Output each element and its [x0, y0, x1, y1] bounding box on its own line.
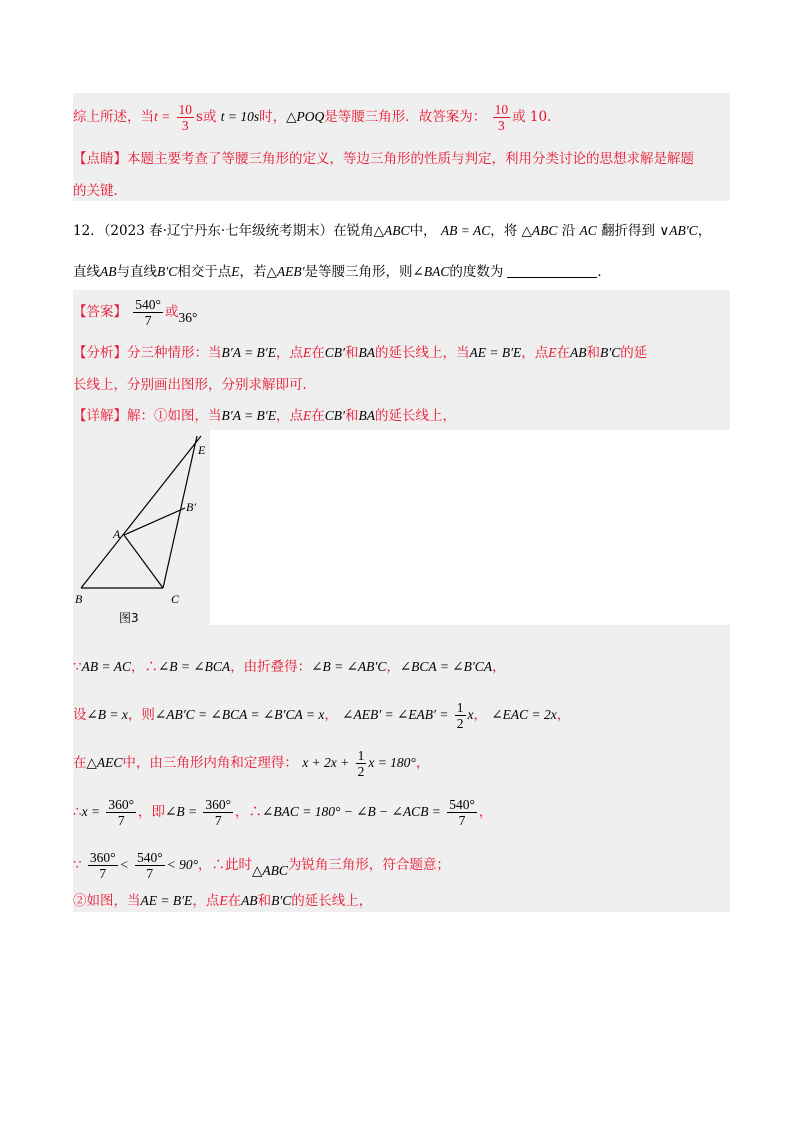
math-eac-2x: ∠EAC = 2x: [491, 707, 557, 722]
line-b-prime-c: B′C: [271, 893, 292, 908]
q-text: ，: [697, 223, 712, 239]
line-cb-prime: CB′: [324, 345, 345, 360]
q-text: 的度数为: [449, 264, 504, 280]
q-text: 与直线: [116, 264, 157, 280]
d-text: 解：①如图，当: [127, 408, 222, 424]
q-text: ，若: [239, 264, 267, 280]
math-ae-eq-be: AE = B′E: [140, 893, 193, 908]
because-symbol: ∵: [73, 857, 82, 873]
step-1-line: [73, 656, 730, 678]
fraction-10-3: $\frac{10}{3}$: [178, 102, 193, 133]
a-text: 在: [556, 345, 571, 361]
d-text: ，点: [276, 408, 304, 424]
fraction-half: $\frac{1}{2}$: [456, 700, 464, 731]
math-ab-ac: AB = AC: [81, 659, 131, 674]
question-12-line-1: [73, 220, 730, 242]
segment-ac: [124, 535, 163, 588]
analysis-line-1: [73, 342, 730, 364]
label-a: A: [113, 527, 121, 541]
answer-blank: [507, 277, 597, 278]
line-ab: AB: [100, 264, 117, 279]
label-c: C: [171, 592, 180, 606]
point-e: E: [231, 264, 240, 279]
s-text: 在: [227, 893, 242, 909]
math-ae-eq-be: AE = B′E: [469, 345, 522, 360]
comment-label: 【点睛】: [73, 151, 127, 167]
s-text: ，点: [192, 893, 220, 909]
answer-label: 【答案】: [73, 304, 127, 320]
a-text: 在: [311, 345, 325, 361]
triangle-aec: △AEC: [86, 755, 123, 770]
point-e: E: [548, 345, 557, 360]
math-angle-b-eq: ∠B =: [165, 804, 198, 819]
triangle-abc: △ABC: [373, 223, 410, 238]
s-text: ，: [415, 755, 430, 771]
therefore-symbol: ∴: [73, 804, 82, 820]
point-e: E: [303, 345, 312, 360]
s-text: ，∴此时: [198, 857, 253, 873]
line-cb-prime: CB′: [324, 408, 345, 423]
math-eq-left: x + 2x +: [302, 755, 350, 770]
a-text: 的延: [620, 345, 648, 361]
line-b-prime-c: B′C: [157, 264, 178, 279]
math-ba-eq-be: B′A = B′E: [221, 408, 277, 423]
s-text: ，即: [138, 804, 166, 820]
math-angle-b-abc: ∠B = ∠AB′C: [311, 659, 387, 674]
analysis-line-2: [73, 374, 730, 396]
fraction-10-3-answer: $\frac{10}{3}$: [494, 102, 509, 133]
math-b-eq-x: ∠B = x: [86, 707, 128, 722]
summary-line: [73, 102, 730, 133]
less-than-90: < 90°: [166, 857, 199, 872]
comment-line-2: [73, 180, 730, 202]
d-text: 在: [311, 408, 325, 424]
math-t10: t = 10s: [220, 109, 260, 124]
triangle-abc: △ABC: [252, 863, 288, 878]
line-ba: BA: [358, 345, 375, 360]
s-text: ，: [478, 804, 493, 820]
step-5-line: [73, 850, 730, 881]
math-angle-chain: ∠AB′C = ∠BCA = ∠B′CA = x: [154, 707, 325, 722]
because-symbol: ∵: [73, 659, 82, 675]
fraction-360-7: $\frac{360^\circ}{7}$: [108, 797, 135, 828]
when-text: 时，: [259, 109, 287, 125]
s-text: ，∴: [235, 804, 263, 820]
label-e: E: [198, 443, 206, 457]
step-4-line: [73, 797, 730, 828]
line-ab: AB: [570, 345, 587, 360]
math-angle-b-bca: ∠B = ∠BCA: [157, 659, 231, 674]
question-source: （2023 春·辽宁丹东·七年级统考期末）在锐角: [103, 223, 374, 239]
step-6-line: [73, 890, 730, 912]
math-aeb-eab: ∠AEB′ = ∠EAB′ =: [342, 707, 449, 722]
q-text: 翻折得到: [601, 223, 656, 239]
or-text: 或: [202, 109, 217, 125]
math-ab-ac: AB = AC: [440, 223, 491, 238]
unit-s: s: [196, 109, 203, 125]
s-text: 和: [257, 893, 272, 909]
figure-svg: [73, 430, 210, 625]
triangle-poq: △POQ: [286, 109, 325, 124]
s-text: ，: [386, 659, 400, 675]
a-text: ，点: [521, 345, 549, 361]
label-b: B: [75, 592, 83, 606]
s-text: ，: [324, 707, 338, 723]
comment-text-1: 本题主要考查了等腰三角形的定义，等边三角形的性质与判定，利用分类讨论的思想求解是解题: [127, 151, 694, 167]
q-text: ．: [597, 264, 611, 280]
d-text: 的延长线上，: [374, 408, 456, 424]
line-ab: AB: [241, 893, 258, 908]
s-text: ，由折叠得：: [230, 659, 312, 675]
angle-bac: ∠BAC: [412, 264, 450, 279]
fraction-540-7: $\frac{540^\circ}{7}$: [449, 797, 475, 828]
s-text: ，: [492, 659, 506, 675]
s-text: 的延长线上，: [291, 893, 373, 909]
figure-caption: 图3: [119, 611, 139, 625]
question-12-line-2: [73, 261, 730, 283]
math-eq-right: x = 180°: [368, 755, 416, 770]
fraction-half: $\frac{1}{2}$: [357, 748, 365, 779]
s-text: 为锐角三角形，符合题意；: [287, 857, 450, 873]
math-x: x: [467, 707, 474, 722]
fraction-540-7: $\frac{540^\circ}{7}$: [136, 850, 163, 881]
math-x-eq: x =: [81, 804, 101, 819]
d-text: 和: [344, 408, 359, 424]
segment-ac: AC: [579, 223, 597, 238]
math-t: t =: [154, 109, 171, 124]
a-text: 分三种情形：当: [127, 345, 222, 361]
a-text: ，点: [276, 345, 304, 361]
comment-line-1: [73, 148, 730, 170]
s-text: 中，由三角形内角和定理得：: [122, 755, 298, 771]
summary-text-2: 是等腰三角形．故答案为：: [324, 109, 487, 125]
step-3-line: [73, 748, 730, 779]
question-number: 12．: [73, 223, 104, 239]
s-text: ②如图，当: [73, 893, 141, 909]
step-2-line: [73, 700, 730, 731]
s-text: 设: [73, 707, 87, 723]
math-ba-eq-be: B′A = B′E: [221, 345, 277, 360]
triangle-ab-prime-c: ∨AB′C: [659, 223, 698, 238]
answer-fraction: $\frac{540^\circ}{7}$: [135, 297, 161, 328]
q-text: 中，: [409, 223, 437, 239]
geometry-figure: [73, 430, 210, 625]
q-text: 是等腰三角形，则: [304, 264, 413, 280]
a-text: 的延长线上，当: [374, 345, 470, 361]
fraction-360-7: $\frac{360^\circ}{7}$: [89, 850, 116, 881]
a-text: 和: [586, 345, 601, 361]
s-text: ，: [473, 707, 488, 723]
fraction-360-7: $\frac{360^\circ}{7}$: [205, 797, 232, 828]
summary-end: 或 10．: [512, 109, 561, 125]
a-text: 和: [344, 345, 359, 361]
label-b-prime: B′: [186, 500, 196, 514]
s-text: ，: [556, 707, 571, 723]
point-e: E: [219, 893, 228, 908]
detail-line: [73, 405, 730, 427]
comment-text-2: 的关键．: [73, 183, 127, 199]
triangle-aeb-prime: △AEB′: [266, 264, 305, 279]
line-ba: BA: [358, 408, 375, 423]
q-text: 直线: [73, 264, 100, 280]
or-text: 或: [164, 304, 179, 320]
point-e: E: [303, 408, 312, 423]
detail-label: 【详解】: [73, 408, 127, 424]
triangle-abc-2: △ABC: [521, 223, 558, 238]
line-be: [81, 436, 201, 588]
q-text: 相交于点: [177, 264, 232, 280]
summary-text: 综上所述，当: [73, 109, 154, 125]
less-than: <: [119, 857, 129, 872]
answer-alt: 36°: [178, 310, 198, 325]
answer-line: [73, 297, 730, 328]
math-angle-bca-bca: ∠BCA = ∠B′CA: [399, 659, 493, 674]
s-text: 在: [73, 755, 87, 771]
line-b-prime-c: B′C: [600, 345, 621, 360]
analysis-text-2: 长线上，分别画出图形，分别求解即可．: [73, 377, 316, 393]
q-text: ，将: [490, 223, 518, 239]
math-angle-bac: ∠BAC = 180° − ∠B − ∠ACB =: [262, 804, 441, 819]
s-text: ，∴: [130, 659, 158, 675]
analysis-label: 【分析】: [73, 345, 127, 361]
s-text: ，则: [127, 707, 155, 723]
q-text: 沿: [561, 223, 576, 239]
